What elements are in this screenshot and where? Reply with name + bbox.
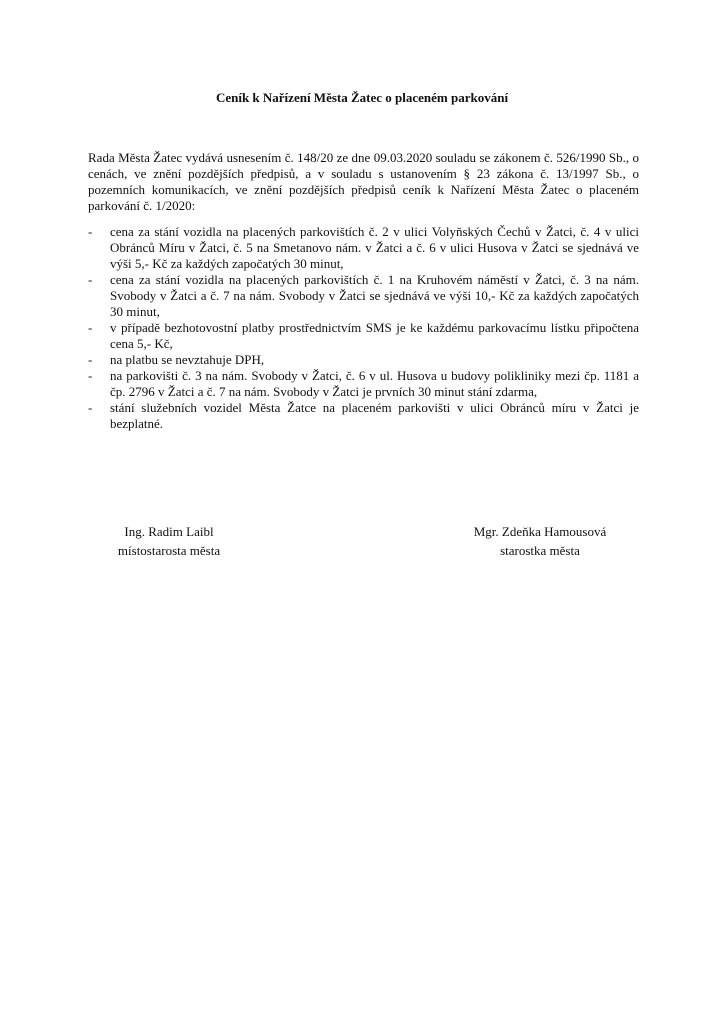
list-item-text: cena za stání vozidla na placených parkovištích č. 1 na Kruhovém náměstí v Žatci, č. 3 na nám. Svobody v Žatci a č. 7 na nám. Svobody v Žatci se sjednává ve výši 10,- Kč za každých započatých 30 minut,	[110, 272, 639, 319]
list-item-text: cena za stání vozidla na placených parkovištích č. 2 v ulici Volyňských Čechů v Žatci, č. 4 v ulici Obránců Míru v Žatci, č. 5 na Smetanovo nám. v Žatci a č. 6 v ulici Husova v Žatci se sjednává ve výši 5,- Kč za každých započatých 30 minut,	[110, 224, 639, 271]
list-item	[88, 368, 639, 400]
document-title: Ceník k Nařízení Města Žatec o placeném parkování	[215, 90, 509, 105]
signatory-name: Ing. Radim Laibl	[124, 524, 214, 539]
list-item-text: na platbu se nevztahuje DPH,	[110, 352, 265, 367]
list-item-text: stání služebních vozidel Města Žatce na placeném parkovišti v ulici Obránců míru v Žatci je bezplatné.	[110, 400, 639, 431]
signatory-name: Mgr. Zdeňka Hamousová	[473, 524, 607, 539]
intro-paragraph: Rada Města Žatec vydává usnesením č. 148/20 ze dne 09.03.2020 souladu se zákonem č. 526/1990 Sb., o cenách, ve znění pozdějších předpisů, a v souladu s ustanovením § 23 zákona č. 13/1997 Sb., o pozemních komunikacích, ve znění pozdějších předpisů ceník k Nařízení Města Žatec o placeném parkování č. 1/2020:	[88, 150, 639, 213]
bullet-dash: -	[88, 224, 93, 239]
list-item	[88, 320, 639, 352]
list-item	[88, 224, 639, 272]
list-item-text: v případě bezhotovostní platby prostřednictvím SMS je ke každému parkovacímu lístku připočtena cena 5,- Kč,	[110, 320, 639, 351]
bullet-dash: -	[88, 272, 93, 287]
signature-left	[104, 522, 234, 560]
bullet-dash: -	[88, 368, 93, 383]
list-item	[88, 272, 639, 320]
bullet-dash: -	[88, 400, 93, 415]
signatory-role: starostka města	[500, 543, 580, 558]
list-item	[88, 352, 639, 368]
list-item-text: na parkovišti č. 3 na nám. Svobody v Žatci, č. 6 v ul. Husova u budovy polikliniky mezi čp. 1181 a čp. 2796 v Žatci a č. 7 na nám. Svobody v Žatci je prvních 30 minut stání zdarma,	[110, 368, 639, 399]
list-item	[88, 400, 639, 432]
pricing-list	[88, 224, 639, 432]
signature-right	[455, 522, 625, 560]
bullet-dash: -	[88, 352, 93, 367]
bullet-dash: -	[88, 320, 93, 335]
signatory-role: místostarosta města	[117, 543, 221, 558]
